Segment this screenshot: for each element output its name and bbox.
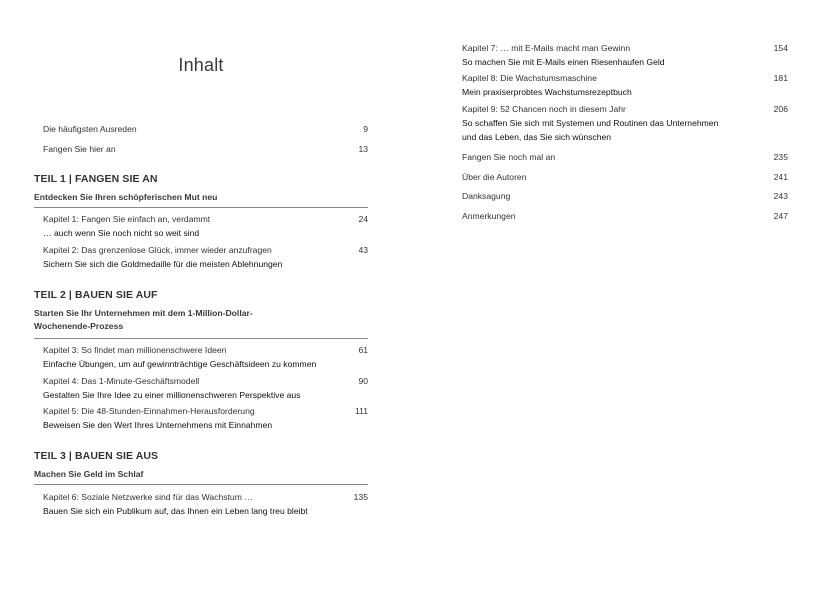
toc-entry-autoren[interactable] xyxy=(462,170,788,184)
chapter-title: Kapitel 3: So findet man millionenschwere Ideen xyxy=(43,345,227,355)
toc-entry-page: 241 xyxy=(773,172,788,182)
chapter-subtitle: Sichern Sie sich die Goldmedaille für die meisten Ablehnungen xyxy=(43,259,283,269)
chapter-page: 61 xyxy=(358,345,368,355)
toc-entry-ausreden[interactable] xyxy=(43,122,368,136)
toc-chapter-9[interactable] xyxy=(462,102,788,144)
toc-entry-title: Über die Autoren xyxy=(462,172,527,182)
toc-entry-page: 9 xyxy=(363,124,368,134)
chapter-subtitle: … auch wenn Sie noch nicht so weit sind xyxy=(43,228,200,238)
chapter-subtitle: Einfache Übungen, um auf gewinnträchtige Geschäftsideen zu kommen xyxy=(43,359,317,369)
toc-chapter-3[interactable] xyxy=(43,343,368,371)
toc-chapter-8[interactable] xyxy=(462,71,788,99)
page-title: Inhalt xyxy=(178,55,224,75)
chapter-subtitle: So machen Sie mit E-Mails einen Riesenhaufen Geld xyxy=(462,57,665,67)
toc-entry-page: 13 xyxy=(358,144,368,154)
toc-chapter-2[interactable] xyxy=(43,243,368,271)
right-page xyxy=(411,0,822,609)
toc-entry-page: 243 xyxy=(773,191,788,201)
part-subtitle-1: Entdecken Sie Ihren schöpferischen Mut neu xyxy=(34,192,218,202)
chapter-page: 24 xyxy=(358,214,368,224)
toc-entry-title: Fangen Sie noch mal an xyxy=(462,152,556,162)
chapter-subtitle: Bauen Sie sich ein Publikum auf, das Ihnen ein Leben lang treu bleibt xyxy=(43,506,308,516)
part-heading-1: TEIL 1 | FANGEN SIE AN xyxy=(34,173,158,185)
chapter-title: Kapitel 5: Die 48-Stunden-Einnahmen-Herausforderung xyxy=(43,406,255,416)
chapter-subtitle: So schaffen Sie sich mit Systemen und Routinen das Unternehmen xyxy=(462,118,719,128)
chapter-subtitle: Beweisen Sie den Wert Ihres Unternehmens mit Einnahmen xyxy=(43,420,273,430)
toc-entry-title: Die häufigsten Ausreden xyxy=(43,124,137,134)
toc-entry-noch-mal[interactable] xyxy=(462,150,788,164)
chapter-page: 43 xyxy=(358,245,368,255)
chapter-page: 154 xyxy=(773,43,788,53)
chapter-subtitle: Gestalten Sie Ihre Idee zu einer millionenschweren Perspektive aus xyxy=(43,390,301,400)
toc-entry-title: Danksagung xyxy=(462,191,511,201)
part-divider-3 xyxy=(34,484,368,485)
chapter-page: 181 xyxy=(773,73,788,83)
toc-entry-page: 235 xyxy=(773,152,788,162)
part-subtitle-3: Machen Sie Geld im Schlaf xyxy=(34,469,144,479)
chapter-title: Kapitel 7: … mit E-Mails macht man Gewinn xyxy=(462,43,631,53)
toc-entry-danksagung[interactable] xyxy=(462,189,788,203)
chapter-title: Kapitel 6: Soziale Netzwerke sind für das Wachstum … xyxy=(43,492,253,502)
toc-entry-fangen-an[interactable] xyxy=(43,142,368,156)
toc-chapter-4[interactable] xyxy=(43,374,368,402)
part-divider-2 xyxy=(34,338,368,339)
chapter-page: 206 xyxy=(773,104,788,114)
part-heading-3: TEIL 3 | BAUEN SIE AUS xyxy=(34,450,159,462)
chapter-title: Kapitel 9: 52 Chancen noch in diesem Jahr xyxy=(462,104,626,114)
part-heading-2: TEIL 2 | BAUEN SIE AUF xyxy=(34,289,158,301)
toc-chapter-6[interactable] xyxy=(43,490,368,518)
chapter-page: 90 xyxy=(358,376,368,386)
chapter-title: Kapitel 4: Das 1-Minute-Geschäftsmodell xyxy=(43,376,200,386)
chapter-title: Kapitel 8: Die Wachstumsmaschine xyxy=(462,73,597,83)
toc-entry-page: 247 xyxy=(773,211,788,221)
chapter-title: Kapitel 1: Fangen Sie einfach an, verdammt xyxy=(43,214,211,224)
chapter-subtitle: Mein praxiserprobtes Wachstumsrezeptbuch xyxy=(462,87,632,97)
toc-entry-title: Fangen Sie hier an xyxy=(43,144,116,154)
toc-chapter-5[interactable] xyxy=(43,404,368,432)
part-subtitle-2: Starten Sie Ihr Unternehmen mit dem 1-Million-Dollar-Wochenende-Prozess xyxy=(34,308,253,331)
part-divider-1 xyxy=(34,207,368,208)
chapter-title: Kapitel 2: Das grenzenlose Glück, immer wieder anzufragen xyxy=(43,245,272,255)
toc-entry-title: Anmerkungen xyxy=(462,211,516,221)
chapter-subtitle: und das Leben, das Sie sich wünschen xyxy=(462,132,612,142)
toc-chapter-7[interactable] xyxy=(462,41,788,69)
toc-chapter-1[interactable] xyxy=(43,212,368,240)
toc-entry-anmerkungen[interactable] xyxy=(462,209,788,223)
chapter-page: 135 xyxy=(353,492,368,502)
chapter-page: 111 xyxy=(354,406,368,416)
